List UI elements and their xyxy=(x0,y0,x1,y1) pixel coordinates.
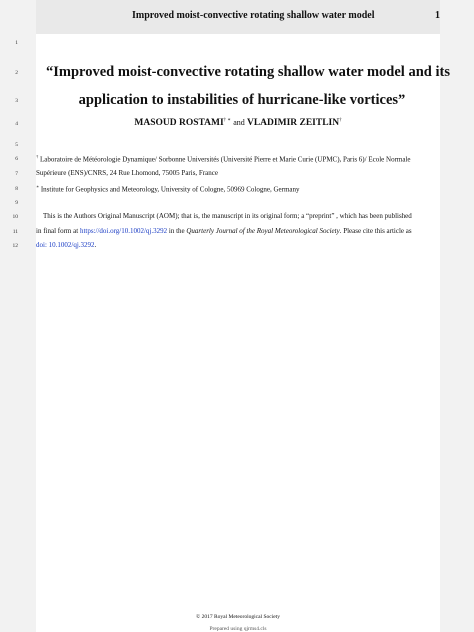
page-number: 1 xyxy=(435,10,440,21)
running-header xyxy=(36,0,440,34)
notice-text: . xyxy=(94,241,97,249)
notice-text: in the xyxy=(167,227,187,235)
line-number: 8 xyxy=(15,186,18,192)
line-number: 4 xyxy=(15,121,18,127)
notice-line1: This is the Authors Original Manuscript (AOM); that is, the manuscript in its original form; a “preprint” , which has been published xyxy=(43,212,412,220)
line-number: 12 xyxy=(12,243,18,249)
line-number: 9 xyxy=(15,200,18,206)
doi-link[interactable]: https://doi.org/10.1002/qj.3292 xyxy=(79,227,168,235)
line-number: 7 xyxy=(15,171,18,177)
author-1: MASOUD ROSTAMI xyxy=(134,118,224,129)
notice-text: . Please cite this article as xyxy=(339,227,412,235)
line-number: 10 xyxy=(12,214,18,220)
notice-line2 xyxy=(36,227,412,235)
author-2: VLADIMIR ZEITLIN xyxy=(246,118,340,129)
line-number: 5 xyxy=(15,142,18,148)
line-number: 6 xyxy=(15,156,18,162)
affiliation-2-text: Institute for Geophysics and Meteorology, University of Cologne, 50969 Cologne, Germany xyxy=(40,185,300,194)
affiliation-1-mark: † xyxy=(36,154,39,159)
author-2-marks: † xyxy=(339,118,342,123)
affiliation-1-cont: Supérieure (ENS)/CNRS, 24 Rue Lhomond, 75005 Paris, France xyxy=(36,169,218,177)
line-number: 2 xyxy=(15,70,18,76)
line-number: 3 xyxy=(15,98,18,104)
journal-name: Quarterly Journal of the Royal Meteorological Society xyxy=(186,227,340,235)
copyright-notice: © 2017 Royal Meteorological Society xyxy=(196,614,280,620)
notice-line3 xyxy=(36,241,96,249)
affiliation-1 xyxy=(36,154,411,163)
paper-title-line2: application to instabilities of hurricane-like vortices” xyxy=(78,92,406,108)
affiliation-2-mark: ∗ xyxy=(36,184,40,189)
paper-title-line1: “Improved moist-convective rotating shallow water model and its xyxy=(46,64,450,80)
line-number: 1 xyxy=(15,40,18,46)
author-1-marks: † ∗ xyxy=(223,118,231,123)
doi-citation-link[interactable]: doi: 10.1002/qj.3292 xyxy=(36,241,95,249)
notice-text: in final form at xyxy=(36,227,80,235)
line-number: 11 xyxy=(12,229,18,235)
affiliation-1-text: Laboratoire de Météorologie Dynamique/ Sorbonne Universités (Université Pierre et Marie Curie (UPMC), Paris 6)/ Ecole Normale xyxy=(40,155,411,164)
affiliation-2 xyxy=(36,184,300,193)
author-line xyxy=(36,117,440,128)
running-title: Improved moist-convective rotating shallow water model xyxy=(132,10,375,21)
manuscript-page xyxy=(12,0,450,632)
author-conjunction: and xyxy=(233,118,245,128)
footer-cutoff-text: Prepared using qjrms4.cls xyxy=(209,626,267,632)
